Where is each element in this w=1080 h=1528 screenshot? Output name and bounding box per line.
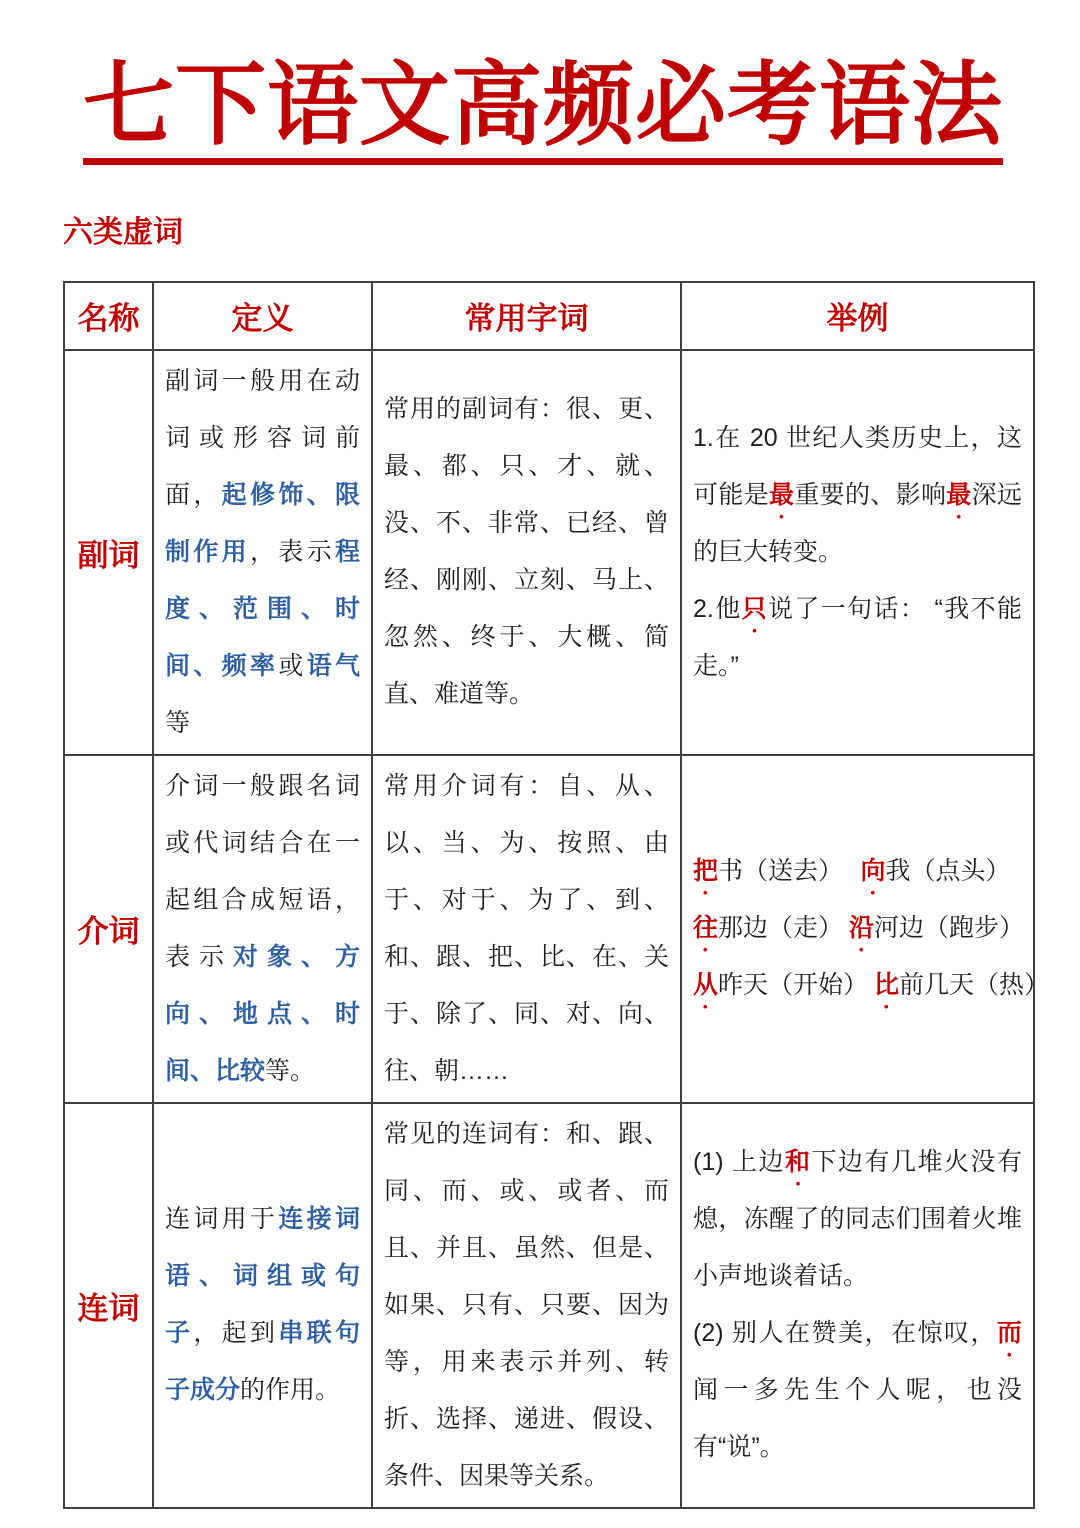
row-name: 介词 [64,755,153,1103]
text-segment: 昨天（开始） [718,971,869,1000]
col-header-definition: 定义 [153,282,372,350]
text-segment: 常用的副词有：很、更、最、都、只、才、就、没、不、非常、已经、曾经、刚刚、立刻、马上、忽然、终于、大概、简直、难道等。 [384,395,669,709]
text-segment: 前几天（热） [899,971,1050,1000]
table-header-row [64,282,1034,350]
text-segment: ，表示 [249,537,335,566]
text-segment: 连接词语、词组或句子 [165,1205,360,1348]
cell-common-words [372,350,681,755]
text-segment: 程度、范围、时间、频率 [165,537,360,680]
text-segment: 或 [278,651,307,680]
cell-paragraph [165,353,360,752]
cell-paragraph [693,900,1025,957]
text-segment: 和 [785,1148,812,1177]
text-segment: 副词一般用在动词或形容词前面， [165,366,360,509]
text-segment: 常用介词有：自、从、以、当、为、按照、由于、对于、为了、到、和、跟、把、比、在、关于、除了、同、对、向、往、朝…… [384,771,669,1085]
cell-paragraph [693,957,1050,1014]
text-segment: 只 [741,594,768,623]
text-segment: (1) 上边 [693,1148,785,1177]
text-segment: 起修饰、限制作用 [165,480,360,566]
cell-paragraph [384,1106,669,1505]
cell-paragraph [384,381,669,723]
row-name: 连词 [64,1103,153,1508]
text-segment: (2) 别人在赞美，在惊叹， [693,1319,997,1348]
cell-definition [153,1103,372,1508]
grammar-table [63,281,1050,1509]
text-segment: 而 [996,1319,1022,1348]
col-header-name: 名称 [64,282,153,350]
col-header-examples: 举例 [681,282,1034,350]
text-segment: 常见的连词有：和、跟、同、而、或、或者、而且、并且、虽然、但是、如果、只有、只要、因为等，用来表示并列、转折、选择、递进、假设、条件、因果等关系。 [384,1119,669,1490]
cell-paragraph [693,581,1022,695]
text-segment: 等 [165,708,191,737]
text-segment: 的作用。 [240,1376,341,1405]
cell-paragraph [693,843,1022,900]
cell-common-words [372,755,681,1103]
row-name: 副词 [64,350,153,755]
text-segment: 2.他 [693,594,742,623]
text-segment: 对象、方向、地点、时间、比较 [165,942,360,1085]
text-segment: 比 [874,971,900,1000]
cell-common-words [372,1103,681,1508]
text-segment: 河边（跑步） [874,914,1025,943]
example-left [693,900,843,957]
text-segment: 书（送去） [718,857,844,886]
text-segment: 最 [768,480,795,509]
table-body [64,350,1050,1508]
text-segment: 等。 [265,1056,316,1085]
text-segment: 我（点头） [885,857,1011,886]
cell-definition [153,755,372,1103]
section-subtitle: 六类虚词 [63,215,183,249]
text-segment: 语气 [306,651,360,680]
table-row [64,350,1034,755]
text-segment: 从 [693,971,719,1000]
text-segment: 下边有几堆火没有熄，冻醒了的同志们围着火堆小声地谈着话。 [693,1148,1022,1291]
text-segment: 把 [693,857,719,886]
text-segment: 连词用于 [165,1205,279,1234]
cell-paragraph [693,410,1022,581]
text-segment: 深远的巨大转变。 [693,480,1022,566]
example-left [693,843,855,900]
text-segment: 那边（走） [718,914,844,943]
text-segment: 1.在 20 世纪人类历史上，这可能是 [693,423,1022,509]
cell-paragraph [165,1191,360,1419]
example-right [861,843,1023,900]
cell-examples [681,755,1050,1103]
text-segment: ，起到 [193,1319,279,1348]
table-row [64,755,1034,1103]
example-right [849,900,1024,957]
example-left [693,957,868,1014]
col-header-common-words: 常用字词 [372,282,681,350]
text-segment: 沿 [849,914,875,943]
page-title: 七下语文高频必考语法 [83,60,1003,165]
cell-paragraph [384,758,669,1100]
text-segment: 说了一句话： “我不能走。” [693,594,1022,680]
title-wrap [53,55,1033,165]
example-right [874,957,1049,1014]
cell-paragraph [693,1305,1022,1476]
cell-examples [681,350,1034,755]
text-segment: 往 [693,914,719,943]
text-segment: 向 [860,857,886,886]
cell-examples [681,1103,1034,1508]
cell-paragraph [693,1134,1022,1305]
text-segment: 串联句子成分 [165,1319,360,1405]
text-segment: 闻一多先生个人呢，也没有“说”。 [693,1376,1022,1462]
cell-definition [153,350,372,755]
text-segment: 介词一般跟名词或代词结合在一起组合成短语，表示 [165,771,360,971]
table-row [64,1103,1034,1508]
text-segment: 重要的、影响 [794,480,947,509]
text-segment: 最 [946,480,972,509]
cell-paragraph [165,758,360,1100]
